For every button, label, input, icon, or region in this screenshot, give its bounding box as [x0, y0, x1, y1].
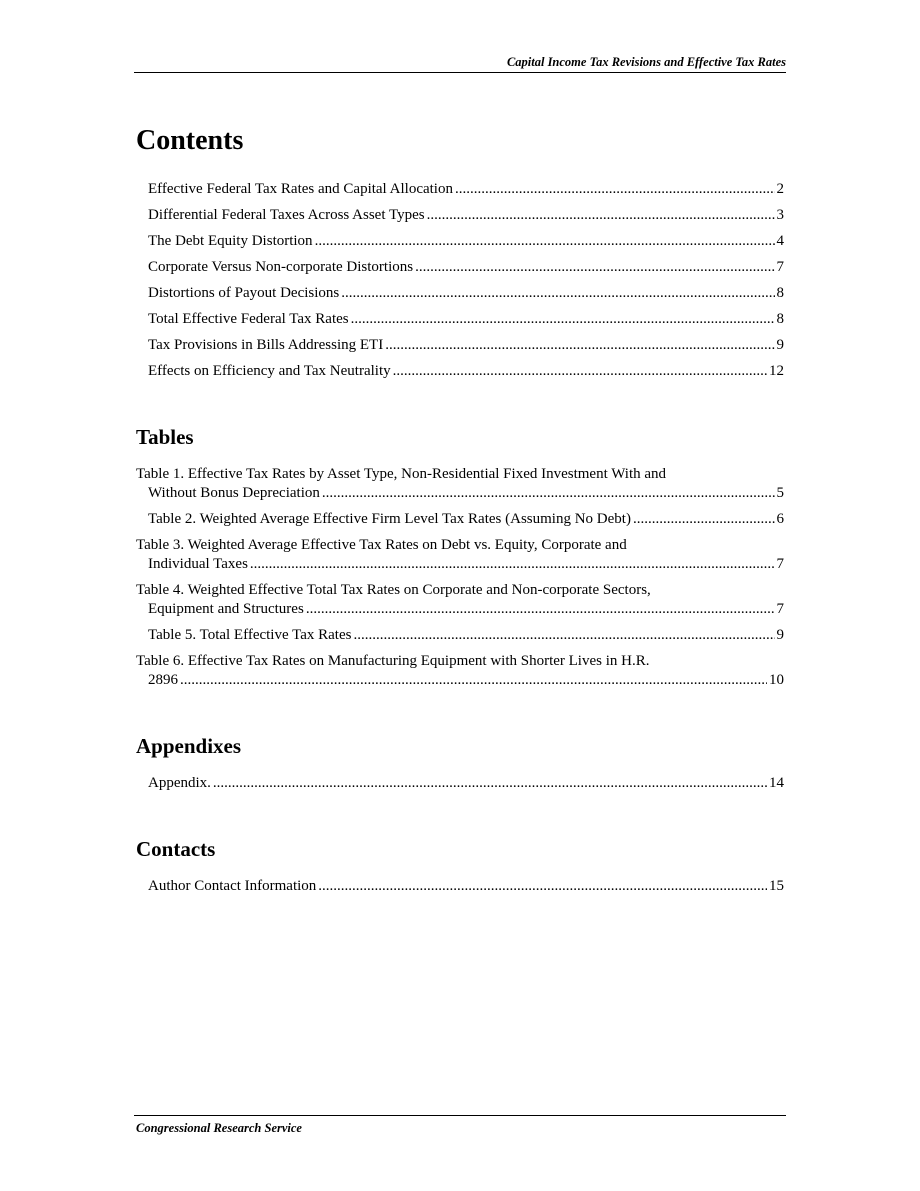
toc-entry-label: Table 2. Weighted Average Effective Firm Level Tax Rates (Assuming No Debt)	[148, 511, 631, 527]
toc-page-number: 5	[776, 485, 784, 501]
dot-leader	[415, 258, 774, 277]
dot-leader	[306, 600, 775, 619]
dot-leader	[427, 206, 775, 225]
toc-entry-label: Without Bonus Depreciation	[148, 485, 320, 501]
dot-leader	[385, 336, 774, 355]
dot-leader	[322, 484, 775, 503]
toc-entry-label: Appendix.	[148, 775, 211, 791]
dot-leader	[213, 774, 767, 793]
toc-section-appendixes	[136, 732, 784, 793]
toc-entry[interactable]	[136, 536, 784, 574]
toc-entry-label: Total Effective Federal Tax Rates	[148, 311, 349, 327]
toc-entry-label: Individual Taxes	[148, 556, 248, 572]
toc-entry-first-line: Table 3. Weighted Average Effective Tax Rates on Debt vs. Equity, Corporate and	[136, 537, 627, 553]
toc-list	[136, 180, 784, 381]
toc-entry-label: Tax Provisions in Bills Addressing ETI	[148, 337, 384, 353]
footer-rule	[134, 1115, 786, 1116]
toc-page-number: 7	[776, 259, 784, 275]
toc-entry-label: Differential Federal Taxes Across Asset Types	[148, 207, 425, 223]
toc-entry-label: Corporate Versus Non-corporate Distortions	[148, 259, 414, 275]
toc-entry-line	[148, 258, 784, 277]
toc-entry-label: Distortions of Payout Decisions	[148, 285, 340, 301]
section-heading: Appendixes	[136, 734, 242, 758]
dot-leader	[180, 671, 767, 690]
toc-entry[interactable]	[136, 206, 784, 225]
toc-entry-line	[148, 555, 784, 574]
dot-leader	[455, 180, 775, 199]
dot-leader	[341, 284, 774, 303]
toc-entry-label: Effects on Efficiency and Tax Neutrality	[148, 363, 391, 379]
toc-entry-line	[148, 232, 784, 251]
toc-page-number: 15	[769, 878, 784, 894]
toc-list	[136, 465, 784, 690]
toc-entry-label: Equipment and Structures	[148, 601, 304, 617]
toc-entry[interactable]	[136, 180, 784, 199]
toc-entry-line	[148, 206, 784, 225]
toc-entry-label: Author Contact Information	[148, 878, 317, 894]
dot-leader	[315, 232, 775, 251]
section-heading: Tables	[136, 425, 194, 449]
toc-entry-first-line: Table 6. Effective Tax Rates on Manufacturing Equipment with Shorter Lives in H.R.	[136, 653, 650, 669]
toc-sections	[136, 122, 784, 896]
toc-entry-line	[148, 180, 784, 199]
dot-leader	[250, 555, 775, 574]
toc-entry-label: Table 5. Total Effective Tax Rates	[148, 627, 352, 643]
header-rule	[134, 72, 786, 73]
toc-entry[interactable]	[136, 362, 784, 381]
dot-leader	[633, 510, 775, 529]
toc-entry[interactable]	[136, 232, 784, 251]
section-heading: Contacts	[136, 837, 216, 861]
toc-entry-line	[148, 310, 784, 329]
toc-entry-line	[148, 671, 784, 690]
toc-page-number: 9	[776, 337, 784, 353]
toc-page-number: 8	[776, 311, 784, 327]
toc-page-number: 8	[776, 285, 784, 301]
toc-entry[interactable]	[136, 581, 784, 619]
toc-page-number: 12	[769, 363, 784, 379]
toc-entry[interactable]	[136, 626, 784, 645]
page-footer: Congressional Research Service	[136, 1121, 302, 1135]
toc-body	[136, 122, 784, 903]
toc-entry[interactable]	[136, 465, 784, 503]
toc-entry-first-line: Table 4. Weighted Effective Total Tax Rates on Corporate and Non-corporate Sectors,	[136, 582, 651, 598]
dot-leader	[353, 626, 774, 645]
running-header: Capital Income Tax Revisions and Effective Tax Rates	[506, 55, 786, 69]
toc-entry-line	[148, 510, 784, 529]
toc-entry-line	[148, 362, 784, 381]
toc-page-number: 2	[776, 181, 784, 197]
toc-entry-line	[148, 336, 784, 355]
toc-entry-label: The Debt Equity Distortion	[148, 233, 313, 249]
toc-entry[interactable]	[136, 336, 784, 355]
toc-section-contents	[136, 122, 784, 381]
toc-page-number: 14	[769, 775, 784, 791]
toc-page-number: 10	[769, 672, 784, 688]
toc-list	[136, 877, 784, 896]
toc-entry-line	[148, 484, 784, 503]
toc-entry-label: Effective Federal Tax Rates and Capital Allocation	[148, 181, 453, 197]
toc-entry[interactable]	[136, 774, 784, 793]
toc-entry-label: 2896	[148, 672, 178, 688]
section-heading: Contents	[136, 125, 244, 156]
toc-entry[interactable]	[136, 284, 784, 303]
toc-page-number: 6	[776, 511, 784, 527]
toc-page-number: 9	[776, 627, 784, 643]
toc-entry[interactable]	[136, 310, 784, 329]
toc-entry[interactable]	[136, 258, 784, 277]
toc-entry-line	[148, 774, 784, 793]
toc-list	[136, 774, 784, 793]
toc-page-number: 7	[776, 556, 784, 572]
toc-entry[interactable]	[136, 510, 784, 529]
toc-entry-line	[148, 600, 784, 619]
toc-entry-first-line: Table 1. Effective Tax Rates by Asset Type, Non-Residential Fixed Investment With and	[136, 466, 667, 482]
toc-entry[interactable]	[136, 877, 784, 896]
toc-page-number: 7	[776, 601, 784, 617]
toc-entry-line	[148, 626, 784, 645]
dot-leader	[318, 877, 767, 896]
toc-section-contacts	[136, 835, 784, 896]
toc-entry-line	[148, 284, 784, 303]
dot-leader	[351, 310, 775, 329]
toc-page-number: 4	[776, 233, 784, 249]
toc-entry-line	[148, 877, 784, 896]
toc-entry[interactable]	[136, 652, 784, 690]
dot-leader	[393, 362, 767, 381]
toc-section-tables	[136, 423, 784, 690]
toc-page-number: 3	[776, 207, 784, 223]
